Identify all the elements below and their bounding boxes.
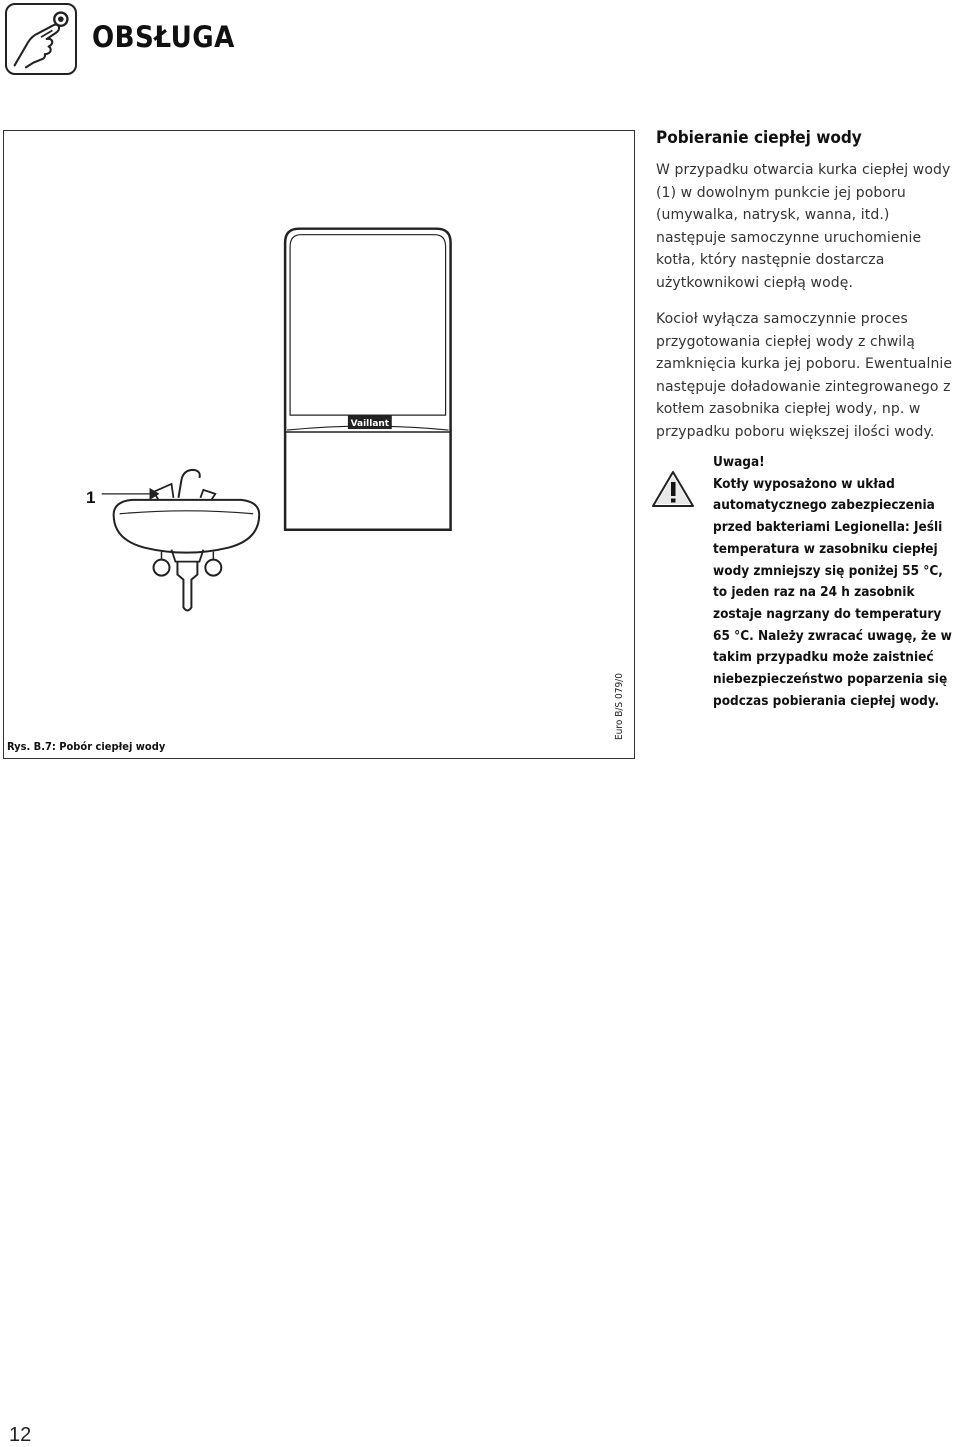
boiler-and-sink-illustration: [4, 131, 634, 758]
page-number: 12: [9, 1424, 32, 1446]
warning-title: Uwaga!: [713, 454, 765, 470]
callout-number: 1: [86, 488, 96, 507]
paragraph-2: Kocioł wyłącza samoczynnie proces przygotowania ciepłej wody z chwilą zamknięcia kurka jej poboru. Ewentualnie następuje doładowanie zintegrowanego z kotłem zasobnika ciepłej wody, np. w przypadku poboru większej ilości wody.: [656, 311, 953, 440]
svg-text:Vaillant: Vaillant: [350, 419, 390, 430]
content-heading: Pobieranie ciepłej wody: [656, 128, 862, 148]
warning-text: Kotły wyposażono w układ automatycznego zabezpieczenia przed bakteriami Legionella: Jeśli temperatura w zasobniku ciepłej wody zmniejszy się poniżej 55 °C, to jeden raz na 24 h zasobnik zostaje nagrzany do temperatury 65 °C. Należy zwracać uwagę, że w takim przypadku może zaistnieć niebezpieczeństwo poparzenia się podczas pobierania ciepłej wody.: [713, 475, 952, 709]
figure-caption: Rys. B.7: Pobór ciepłej wody: [7, 740, 166, 753]
paragraph-1: W przypadku otwarcia kurka ciepłej wody (1) w dowolnym punkcie jej poboru (umywalka, natrysk, wanna, itd.) następuje samoczynne uruchomienie kotła, który następnie dostarcza użytkownikowi ciepłą wodę.: [656, 162, 951, 291]
figure-hot-water-draw: [3, 130, 635, 759]
sink-illustration: [114, 470, 260, 611]
hand-pressing-button-icon: [5, 3, 77, 75]
section-title: OBSŁUGA: [92, 20, 235, 54]
boiler-illustration: [285, 229, 450, 530]
warning-triangle-icon: [651, 470, 695, 508]
main-content: [656, 128, 956, 457]
warning-block: [651, 452, 956, 712]
figure-code: Euro B/S 079/0: [614, 673, 625, 740]
